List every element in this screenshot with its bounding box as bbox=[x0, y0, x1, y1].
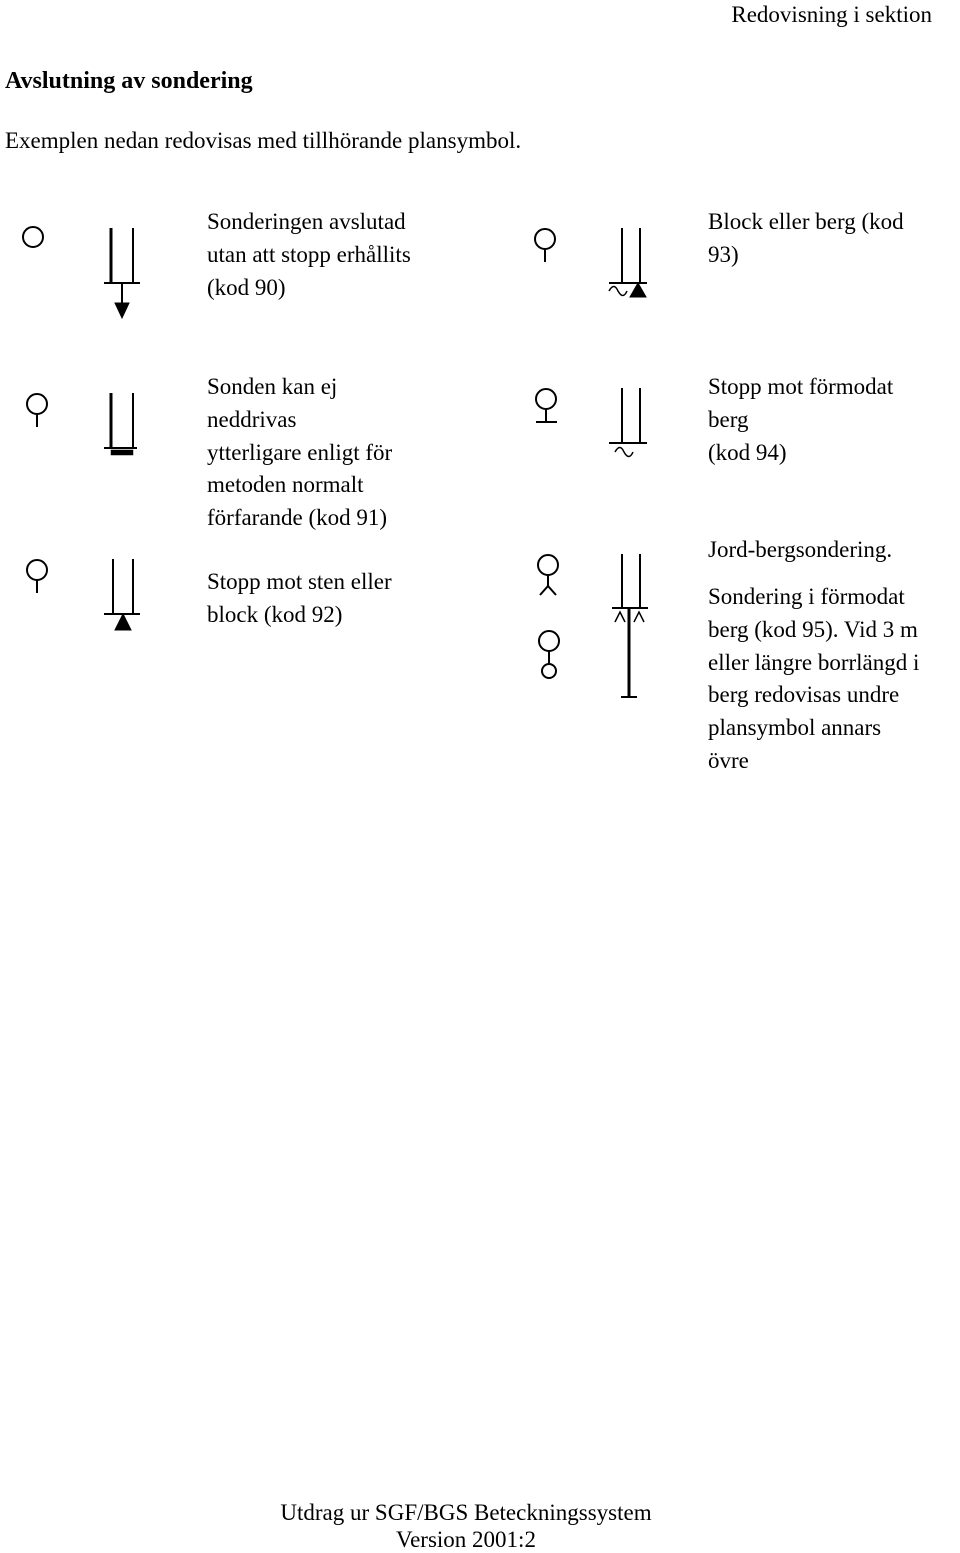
footer-line-1: Utdrag ur SGF/BGS Beteckningssystem bbox=[280, 1500, 652, 1525]
example-description: Stopp mot sten eller block (kod 92) bbox=[207, 569, 392, 627]
running-header: Redovisning i sektion bbox=[731, 2, 932, 27]
example-description: Sonden kan ej neddrivas ytterligare enligt för metoden normalt förfarande (kod 91) bbox=[207, 374, 393, 531]
section-heading: Avslutning av sondering bbox=[5, 68, 253, 94]
intro-text: Exemplen nedan redovisas med tillhörande plansymbol. bbox=[5, 128, 522, 153]
example-description: Stopp mot förmodat berg (kod 94) bbox=[708, 374, 894, 465]
example-description: Block eller berg (kod 93) bbox=[708, 209, 904, 267]
example-title: Jord-bergsondering. bbox=[708, 537, 893, 562]
example-description: Sondering i förmodat berg (kod 95). Vid 3 m eller längre borrlängd i berg redovisas undre plansymbol annars övre bbox=[708, 584, 920, 773]
soil-rock-sounding-section-icon bbox=[0, 0, 1, 1]
footer-line-2: Version 2001:2 bbox=[396, 1527, 536, 1552]
example-description: Sonderingen avslutad utan att stopp erhållits (kod 90) bbox=[207, 209, 411, 300]
